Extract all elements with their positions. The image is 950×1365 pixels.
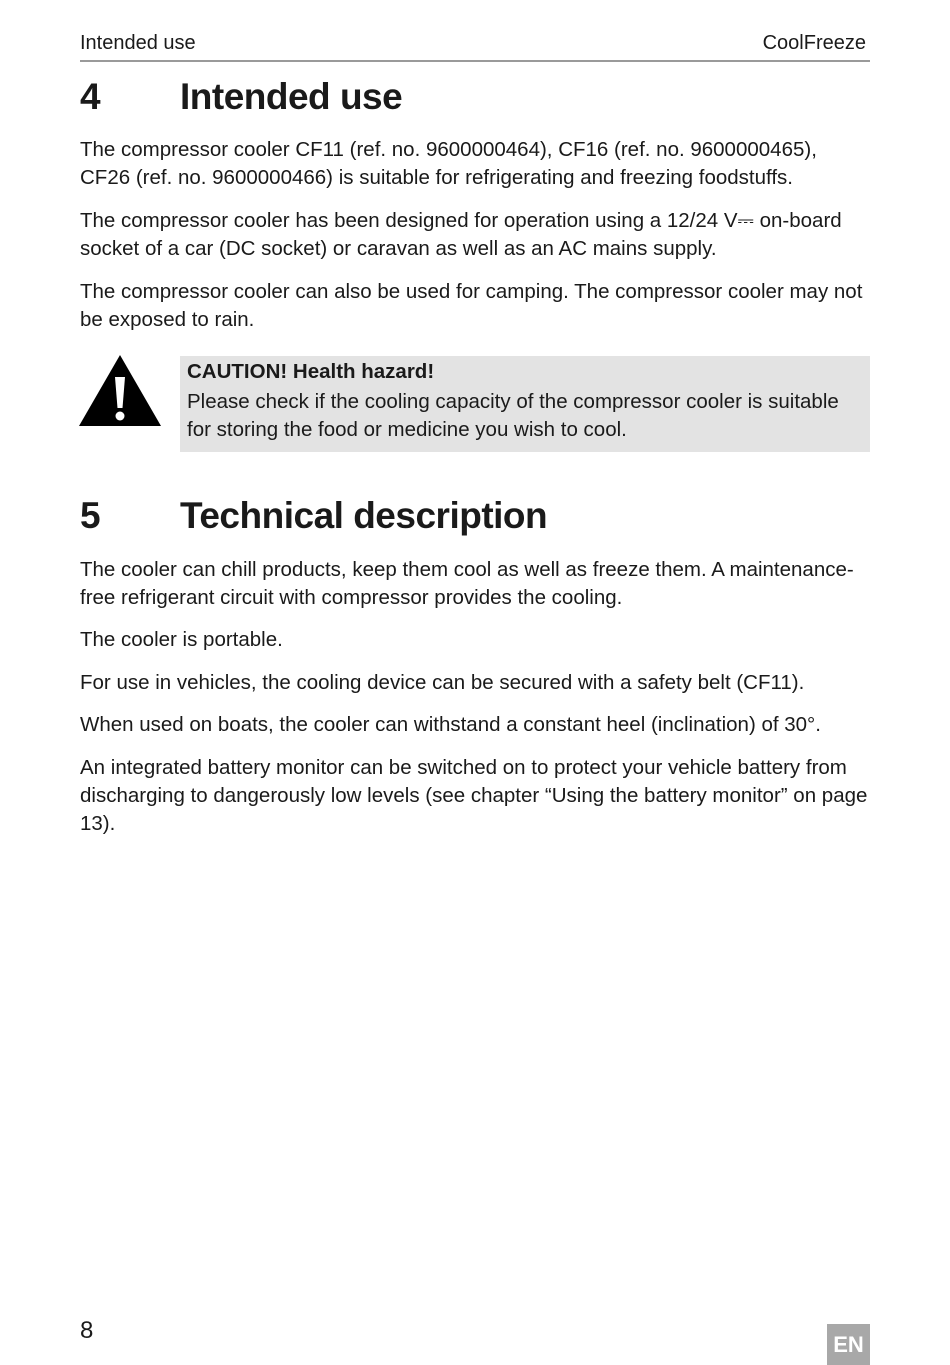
warning-triangle-icon	[79, 355, 161, 427]
section-5-paragraph-2: The cooler is portable.	[80, 628, 283, 651]
page-number: 8	[80, 1317, 94, 1344]
header-product-name: CoolFreeze	[762, 32, 866, 54]
section-4-paragraph-1: The compressor cooler CF11 (ref. no. 9600000464), CF16 (ref. no. 9600000465), CF26 (ref. no. 9600000466) is suitable for refrigerating and freezing foodstuffs.	[80, 138, 817, 189]
section-4-number: 4	[80, 76, 101, 117]
section-5-title: Technical description	[180, 495, 548, 536]
caution-box	[180, 356, 870, 452]
section-4-paragraph-2: The compressor cooler has been designed for operation using a 12/24 V⎓ on-board socket of a car (DC socket) or caravan as well as an AC mains supply.	[80, 209, 842, 260]
section-5-paragraph-1: The cooler can chill products, keep them cool as well as freeze them. A maintenance-free refrigerant circuit with compressor provides the cooling.	[80, 558, 854, 609]
running-header	[80, 30, 870, 62]
section-5-paragraph-4: When used on boats, the cooler can withstand a constant heel (inclination) of 30°.	[80, 713, 821, 736]
caution-title: CAUTION! Health hazard!	[187, 360, 435, 383]
section-5-paragraph-3: For use in vehicles, the cooling device can be secured with a safety belt (CF11).	[80, 671, 805, 694]
section-5-paragraph-5: An integrated battery monitor can be switched on to protect your vehicle battery from discharging to dangerously low levels (see chapter “Using the battery monitor” on page 13).	[80, 756, 868, 835]
section-4-title: Intended use	[180, 76, 403, 117]
header-section-title: Intended use	[80, 32, 196, 54]
language-badge: EN	[827, 1324, 870, 1365]
section-4-paragraph-3: The compressor cooler can also be used for camping. The compressor cooler may not be exposed to rain.	[80, 280, 863, 331]
section-5-number: 5	[80, 495, 101, 536]
caution-text: Please check if the cooling capacity of the compressor cooler is suitable for storing the food or medicine you wish to cool.	[187, 390, 839, 441]
